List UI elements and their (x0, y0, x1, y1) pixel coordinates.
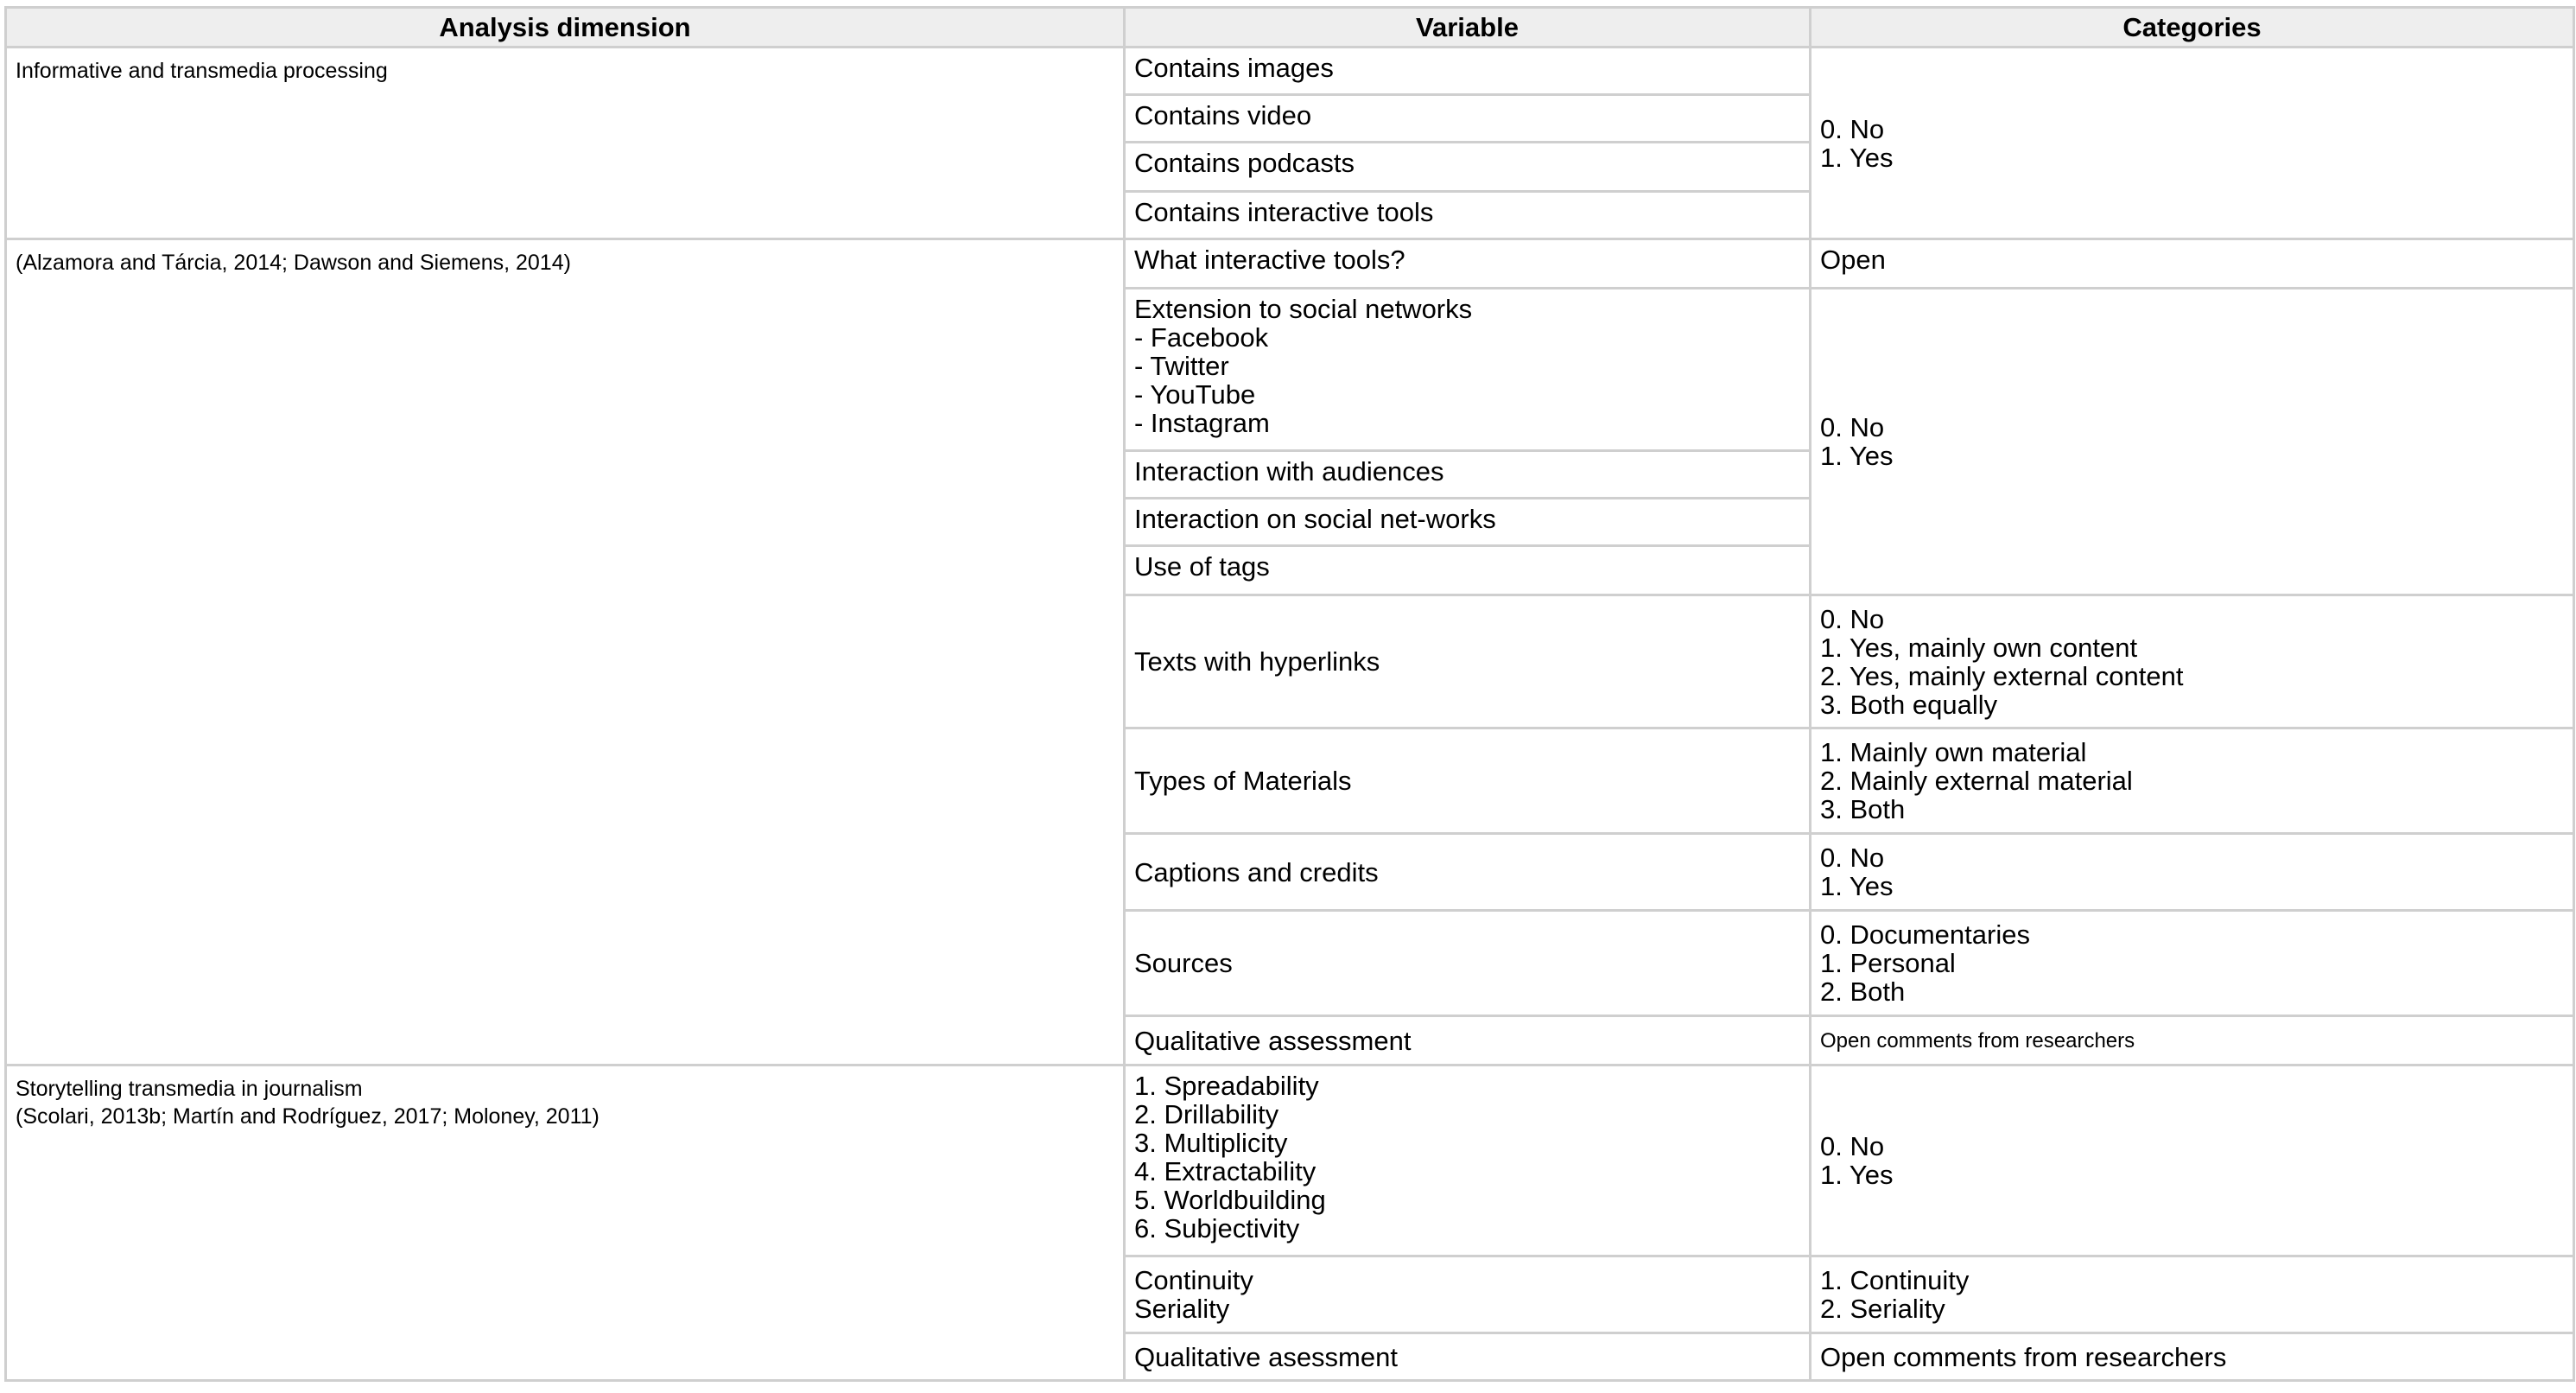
categories-cell: Open comments from researchers (1811, 1333, 2574, 1381)
header-row (6, 8, 2574, 48)
variable-cell: Contains podcasts (1125, 143, 1811, 192)
variable-cell: Contains interactive tools (1125, 192, 1811, 239)
table-row (6, 48, 2574, 95)
dimension-cell: Storytelling transmedia in journalism (Scolari, 2013b; Martín and Rodríguez, 2017; Moloney, 2011) (6, 1065, 1125, 1381)
header-variable: Variable (1125, 8, 1811, 48)
header-categories: Categories (1811, 8, 2574, 48)
variable-cell: Use of tags (1125, 546, 1811, 595)
variable-cell: Contains video (1125, 95, 1811, 143)
variable-cell: Contains images (1125, 48, 1811, 95)
table-row (6, 1065, 2574, 1256)
variable-cell: Sources (1125, 911, 1811, 1016)
variable-cell: Extension to social networks - Facebook - Twitter - YouTube - Instagram (1125, 289, 1811, 451)
categories-cell: 0. No 1. Yes (1811, 289, 2574, 595)
categories-cell: 0. No 1. Yes (1811, 1065, 2574, 1256)
variable-cell: Captions and credits (1125, 834, 1811, 911)
header-analysis-dimension: Analysis dimension (6, 8, 1125, 48)
variable-cell: 1. Spreadability 2. Drillability 3. Multiplicity 4. Extractability 5. Worldbuilding 6. Subjectivity (1125, 1065, 1811, 1256)
categories-cell: 1. Mainly own material 2. Mainly external material 3. Both (1811, 728, 2574, 834)
dimension-cell: Informative and transmedia processing (6, 48, 1125, 239)
table-row (6, 239, 2574, 289)
categories-cell: 0. No 1. Yes, mainly own content 2. Yes, mainly external content 3. Both equally (1811, 595, 2574, 728)
variable-cell: Texts with hyperlinks (1125, 595, 1811, 728)
dimension-cell: (Alzamora and Tárcia, 2014; Dawson and Siemens, 2014) (6, 239, 1125, 1065)
categories-cell: 1. Continuity 2. Seriality (1811, 1256, 2574, 1333)
variable-cell: Types of Materials (1125, 728, 1811, 834)
variable-cell: Interaction with audiences (1125, 451, 1811, 499)
categories-cell: 0. No 1. Yes (1811, 48, 2574, 239)
categories-cell: 0. Documentaries 1. Personal 2. Both (1811, 911, 2574, 1016)
analysis-table (4, 6, 2575, 1382)
variable-cell: Interaction on social net-works (1125, 499, 1811, 546)
categories-cell: Open (1811, 239, 2574, 289)
variable-cell: Continuity Seriality (1125, 1256, 1811, 1333)
categories-cell: Open comments from researchers (1811, 1016, 2574, 1065)
variable-cell: Qualitative assessment (1125, 1016, 1811, 1065)
categories-cell: 0. No 1. Yes (1811, 834, 2574, 911)
variable-cell: What interactive tools? (1125, 239, 1811, 289)
variable-cell: Qualitative asessment (1125, 1333, 1811, 1381)
